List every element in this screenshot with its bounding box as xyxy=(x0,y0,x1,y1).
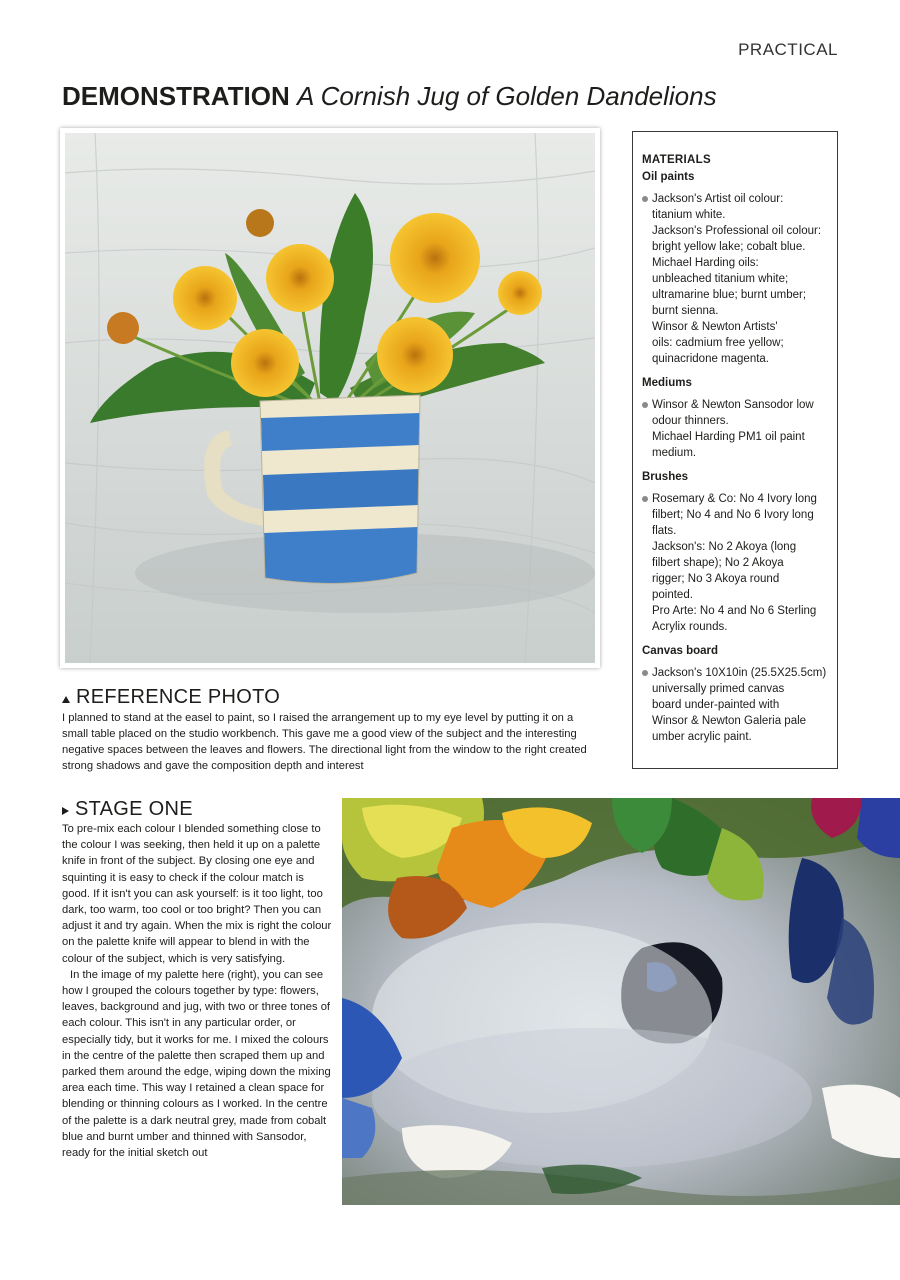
materials-group-oil-paints xyxy=(642,169,828,367)
materials-line: ultramarine blue; burnt umber; xyxy=(652,289,807,301)
stage-one-paragraph: In the image of my palette here (right), you can see how I grouped the colours together by type: flowers, leaves, background and jug, with two or three tones of each colour. This isn't in any particular order, or especially tidy, but it works for me. I mixed the colours in the centre of the palette then scraped them up and parked them around the edge, wiping down the mixing area each time. This way I retained a clean space for blending or thinning colours as I worked. In the centre of the palette is a dark neutral grey, made from cobalt blue and burnt umber and thinned with Sansodor, ready for the initial sketch out xyxy=(62,968,331,1160)
materials-item xyxy=(642,491,828,635)
stage-one xyxy=(62,797,332,1161)
materials-title: MATERIALS xyxy=(642,154,711,166)
headline-subtitle: A Cornish Jug of Golden Dandelions xyxy=(296,81,717,111)
materials-line: bright yellow lake; cobalt blue. xyxy=(652,241,806,253)
materials-line: Winsor & Newton Artists' xyxy=(652,321,778,333)
materials-group-canvas-board xyxy=(642,643,828,745)
materials-heading: Oil paints xyxy=(642,171,695,183)
bullet-icon xyxy=(642,196,648,202)
materials-line: universally primed canvas xyxy=(652,683,785,695)
materials-line: umber acrylic paint. xyxy=(652,731,752,743)
reference-caption xyxy=(62,685,597,774)
materials-line: odour thinners. xyxy=(652,415,729,427)
bullet-icon xyxy=(642,496,648,502)
materials-line: unbleached titanium white; xyxy=(652,273,789,285)
materials-line: Winsor & Newton Sansodor low xyxy=(652,399,814,411)
triangle-up-icon xyxy=(62,696,70,703)
materials-line: flats. xyxy=(652,525,677,537)
materials-line: Jackson's: No 2 Akoya (long xyxy=(652,541,797,553)
headline-strong: DEMONSTRATION xyxy=(62,81,290,111)
reference-photo xyxy=(60,128,600,668)
stage-one-title-text: STAGE ONE xyxy=(75,798,193,820)
bullet-icon xyxy=(642,402,648,408)
stage-one-body xyxy=(62,821,332,1161)
materials-line: Pro Arte: No 4 and No 6 Sterling xyxy=(652,605,817,617)
materials-line: pointed. xyxy=(652,589,693,601)
materials-line: quinacridone magenta. xyxy=(652,353,769,365)
materials-line: filbert; No 4 and No 6 Ivory long xyxy=(652,509,814,521)
triangle-right-icon xyxy=(62,807,69,815)
materials-panel xyxy=(632,131,838,769)
materials-line: board under-painted with xyxy=(652,699,780,711)
bullet-icon xyxy=(642,670,648,676)
materials-line: Jackson's Professional oil colour: xyxy=(652,225,822,237)
materials-line: Michael Harding PM1 oil paint xyxy=(652,431,805,443)
reference-body: I planned to stand at the easel to paint, so I raised the arrangement up to my eye level by putting it on a small table placed on the studio workbench. This gave me a good view of the subject and the interesting negative spaces between the leaves and flowers. The directional light from the window to the right created strong shadows and gave the composition depth and interest xyxy=(62,712,587,772)
materials-item xyxy=(642,665,828,745)
materials-line: Michael Harding oils: xyxy=(652,257,759,269)
dandelion-jug-illustration xyxy=(65,133,595,663)
materials-line: titanium white. xyxy=(652,209,726,221)
materials-heading: Canvas board xyxy=(642,645,719,657)
reference-title xyxy=(62,685,597,709)
stage-one-title xyxy=(62,797,332,821)
materials-line: filbert shape); No 2 Akoya xyxy=(652,557,784,569)
materials-line: Rosemary & Co: No 4 Ivory long xyxy=(652,493,817,505)
palette-photo xyxy=(342,798,900,1205)
page-headline xyxy=(62,80,862,112)
materials-line: Winsor & Newton Galeria pale xyxy=(652,715,807,727)
materials-item xyxy=(642,191,828,367)
materials-line: burnt sienna. xyxy=(652,305,719,317)
materials-line: Acrylix rounds. xyxy=(652,621,728,633)
materials-line: rigger; No 3 Akoya round xyxy=(652,573,780,585)
materials-line: medium. xyxy=(652,447,697,459)
materials-heading: Brushes xyxy=(642,471,689,483)
reference-title-text: REFERENCE PHOTO xyxy=(76,686,281,708)
materials-line: oils: cadmium free yellow; xyxy=(652,337,784,349)
paint-palette-illustration xyxy=(342,798,900,1205)
materials-heading: Mediums xyxy=(642,377,692,389)
materials-item xyxy=(642,397,828,461)
materials-line: Jackson's 10X10in (25.5X25.5cm) xyxy=(652,667,827,679)
materials-group-mediums xyxy=(642,375,828,461)
section-tag: PRACTICAL xyxy=(738,40,838,59)
stage-one-paragraph: To pre-mix each colour I blended something close to the colour I was seeking, then held it up on a palette knife in front of the subject. By closing one eye and squinting it is easy to check if the colour match is good. If it isn't you can ask yourself: is it too light, too dark, too warm, too cool or too bright? Then you can adjust it and try again. When the mix is right the colour on the palette knife will appear to blend in with the colour of the subject, which is very satisfying. xyxy=(62,823,332,965)
materials-group-brushes xyxy=(642,469,828,635)
materials-line: Jackson's Artist oil colour: xyxy=(652,193,784,205)
